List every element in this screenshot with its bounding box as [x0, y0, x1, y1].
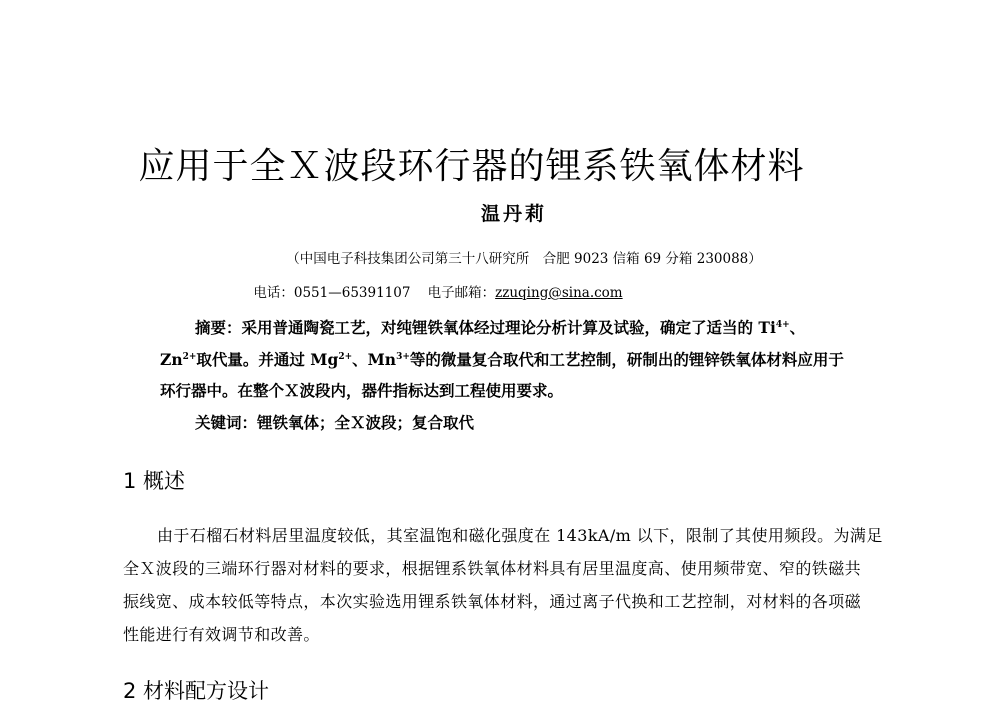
- email-label: 电子邮箱：: [427, 285, 496, 301]
- body-line: 全Ｘ波段的三端环行器对材料的要求，根据锂系铁氧体材料具有居里温度高、使用频带宽、窄的铁磁共: [123, 559, 862, 578]
- abstract-text: 等的微量复合取代和工艺控制，研制出的锂锌铁氧体材料应用于: [409, 350, 844, 369]
- keywords-label: 关键词：: [195, 414, 258, 432]
- superscript: 2+: [338, 352, 353, 362]
- abstract-text: Zn: [160, 350, 183, 369]
- abstract-text: 取代量。并通过 Mg: [196, 350, 339, 369]
- phone-label: 电话：: [253, 285, 294, 301]
- abstract-text: 、Mn: [352, 350, 397, 369]
- abstract-line-1: [195, 316, 805, 338]
- section-2-heading: 2 材料配方设计: [123, 679, 270, 703]
- contact-line: [0, 281, 876, 301]
- email-link[interactable]: zzuqing@sina.com: [495, 285, 623, 301]
- keywords-text: 锂铁氧体；全Ｘ波段；复合取代: [257, 413, 475, 432]
- abstract-text: 、: [789, 318, 806, 337]
- author-name: 温丹莉: [480, 203, 547, 225]
- abstract-line-3: 环行器中。在整个Ｘ波段内，器件指标达到工程使用要求。: [160, 381, 564, 400]
- body-line: 振线宽、成本较低等特点，本次实验选用锂系铁氧体材料，通过离子代换和工艺控制，对材料的各项磁: [123, 592, 862, 611]
- affiliation: （中国电子科技集团公司第三十八研究所 合肥 9023 信箱 69 分箱 230088）: [286, 251, 762, 267]
- body-line: 由于石榴石材料居里温度较低，其室温饱和磁化强度在 143kA/m 以下，限制了其使用频段。为满足: [157, 526, 883, 545]
- superscript: 2+: [182, 352, 197, 362]
- keywords-line: [195, 411, 474, 433]
- phone-number: 0551—65391107: [293, 285, 411, 301]
- paper-title: 应用于全Ｘ波段环行器的锂系铁氧体材料: [138, 146, 805, 187]
- body-line: 性能进行有效调节和改善。: [123, 625, 320, 644]
- abstract-line-2: [160, 348, 844, 370]
- superscript: 4+: [775, 320, 790, 330]
- abstract-text: 采用普通陶瓷工艺，对纯锂铁氧体经过理论分析计算及试验，确定了适当的 Ti: [241, 318, 776, 337]
- spacer: [410, 285, 427, 301]
- section-1-heading: 1 概述: [123, 469, 186, 493]
- abstract-label: 摘要：: [195, 319, 242, 337]
- superscript: 3+: [396, 352, 410, 362]
